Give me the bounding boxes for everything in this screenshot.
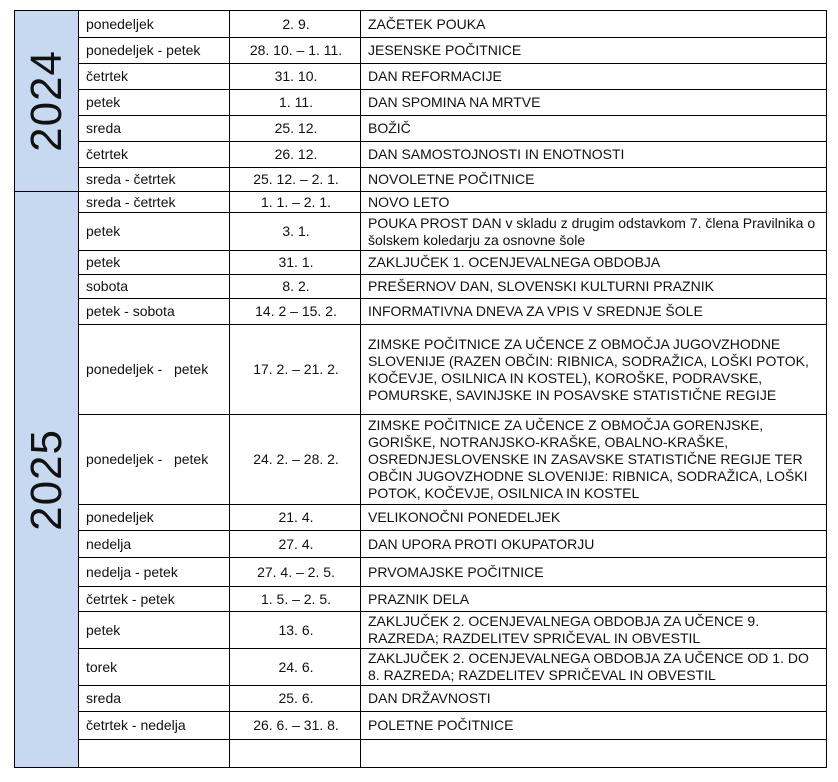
event-cell: DAN REFORMACIJE — [361, 64, 827, 90]
day-cell: ponedeljek - petek — [79, 415, 230, 505]
day-cell: petek - sobota — [79, 299, 230, 325]
event-cell: PREŠERNOV DAN, SLOVENSKI KULTURNI PRAZNIK — [361, 275, 827, 299]
table-row — [15, 531, 827, 558]
event-cell: DAN DRŽAVNOSTI — [361, 686, 827, 712]
event-cell: ZAČETEK POUKA — [361, 11, 827, 38]
table-row — [15, 649, 827, 686]
event-cell: ZAKLJUČEK 1. OCENJEVALNEGA OBDOBJA — [361, 251, 827, 275]
date-cell: 2. 9. — [230, 11, 361, 38]
table-row — [15, 38, 827, 64]
event-cell — [361, 740, 827, 768]
date-cell: 17. 2. – 21. 2. — [230, 325, 361, 415]
event-cell: VELIKONOČNI PONEDELJEK — [361, 505, 827, 531]
table-row — [15, 90, 827, 116]
table-row — [15, 299, 827, 325]
event-cell: DAN SAMOSTOJNOSTI IN ENOTNOSTI — [361, 142, 827, 168]
date-cell — [230, 740, 361, 768]
day-cell: četrtek - nedelja — [79, 712, 230, 740]
day-cell: sreda — [79, 686, 230, 712]
day-cell: nedelja — [79, 531, 230, 558]
date-cell: 14. 2 – 15. 2. — [230, 299, 361, 325]
table-row — [15, 168, 827, 192]
table-row — [15, 505, 827, 531]
table-row — [15, 740, 827, 768]
day-cell: sreda — [79, 116, 230, 142]
date-cell: 13. 6. — [230, 612, 361, 649]
day-cell: ponedeljek — [79, 11, 230, 38]
day-cell: petek — [79, 90, 230, 116]
date-cell: 25. 12. — [230, 116, 361, 142]
day-cell — [79, 740, 230, 768]
event-cell: INFORMATIVNA DNEVA ZA VPIS V SREDNJE ŠOLE — [361, 299, 827, 325]
event-cell: PRVOMAJSKE POČITNICE — [361, 558, 827, 587]
date-cell: 1. 11. — [230, 90, 361, 116]
table-row — [15, 11, 827, 38]
table-row — [15, 712, 827, 740]
date-cell: 26. 12. — [230, 142, 361, 168]
event-cell: DAN UPORA PROTI OKUPATORJU — [361, 531, 827, 558]
day-cell: sreda - četrtek — [79, 168, 230, 192]
day-cell: petek — [79, 612, 230, 649]
day-cell: ponedeljek - petek — [79, 38, 230, 64]
table-row — [15, 192, 827, 213]
date-cell: 28. 10. – 1. 11. — [230, 38, 361, 64]
table-row — [15, 325, 827, 415]
date-cell: 24. 2. – 28. 2. — [230, 415, 361, 505]
event-cell: PRAZNIK DELA — [361, 587, 827, 612]
year-label-2025: 2025 — [15, 192, 79, 768]
school-calendar-table — [14, 10, 827, 768]
date-cell: 3. 1. — [230, 213, 361, 251]
event-cell: ZIMSKE POČITNICE ZA UČENCE Z OBMOČJA GORENJSKE, GORIŠKE, NOTRANJSKO-KRAŠKE, OBALNO-KRAŠKE, OSREDNJESLOVENSKE IN ZASAVSKE STATISTIČNE REGIJE TER OBČIN JUGOVZHODNE SLOVENIJE: RIBNICA, SODRAŽICA, LOŠKI POTOK, KOČEVJE, OSILNICA IN KOSTEL — [361, 415, 827, 505]
date-cell: 1. 5. – 2. 5. — [230, 587, 361, 612]
event-cell: NOVOLETNE POČITNICE — [361, 168, 827, 192]
day-cell: četrtek - petek — [79, 587, 230, 612]
date-cell: 24. 6. — [230, 649, 361, 686]
event-cell: POUKA PROST DAN v skladu z drugim odstavkom 7. člena Pravilnika o šolskem koledarju za osnovne šole — [361, 213, 827, 251]
day-cell: četrtek — [79, 142, 230, 168]
date-cell: 1. 1. – 2. 1. — [230, 192, 361, 213]
year-label-2024: 2024 — [15, 11, 79, 192]
event-cell: ZIMSKE POČITNICE ZA UČENCE Z OBMOČJA JUGOVZHODNE SLOVENIJE (RAZEN OBČIN: RIBNICA, SODRAŽICA, LOŠKI POTOK, KOČEVJE, OSILNICA IN KOSTEL), KOROŠKE, PODRAVSKE, POMURSKE, SAVINJSKE IN POSAVSKE STATISTIČNE REGIJE — [361, 325, 827, 415]
table-row — [15, 251, 827, 275]
date-cell: 8. 2. — [230, 275, 361, 299]
event-cell: JESENSKE POČITNICE — [361, 38, 827, 64]
day-cell: petek — [79, 251, 230, 275]
date-cell: 21. 4. — [230, 505, 361, 531]
day-cell: torek — [79, 649, 230, 686]
table-row — [15, 415, 827, 505]
event-cell: ZAKLJUČEK 2. OCENJEVALNEGA OBDOBJA ZA UČENCE OD 1. DO 8. RAZREDA; RAZDELITEV SPRIČEVAL IN OBVESTIL — [361, 649, 827, 686]
day-cell: četrtek — [79, 64, 230, 90]
table-row — [15, 64, 827, 90]
day-cell: ponedeljek - petek — [79, 325, 230, 415]
event-cell: DAN SPOMINA NA MRTVE — [361, 90, 827, 116]
table-row — [15, 213, 827, 251]
date-cell: 27. 4. — [230, 531, 361, 558]
day-cell: nedelja - petek — [79, 558, 230, 587]
table-row — [15, 612, 827, 649]
event-cell: BOŽIČ — [361, 116, 827, 142]
date-cell: 31. 10. — [230, 64, 361, 90]
date-cell: 25. 6. — [230, 686, 361, 712]
date-cell: 25. 12. – 2. 1. — [230, 168, 361, 192]
table-row — [15, 558, 827, 587]
date-cell: 26. 6. – 31. 8. — [230, 712, 361, 740]
event-cell: NOVO LETO — [361, 192, 827, 213]
date-cell: 31. 1. — [230, 251, 361, 275]
table-row — [15, 686, 827, 712]
day-cell: sreda - četrtek — [79, 192, 230, 213]
table-row — [15, 116, 827, 142]
table-row — [15, 275, 827, 299]
date-cell: 27. 4. – 2. 5. — [230, 558, 361, 587]
day-cell: ponedeljek — [79, 505, 230, 531]
event-cell: ZAKLJUČEK 2. OCENJEVALNEGA OBDOBJA ZA UČENCE 9. RAZREDA; RAZDELITEV SPRIČEVAL IN OBVESTIL — [361, 612, 827, 649]
table-row — [15, 587, 827, 612]
day-cell: petek — [79, 213, 230, 251]
table-row — [15, 142, 827, 168]
day-cell: sobota — [79, 275, 230, 299]
event-cell: POLETNE POČITNICE — [361, 712, 827, 740]
